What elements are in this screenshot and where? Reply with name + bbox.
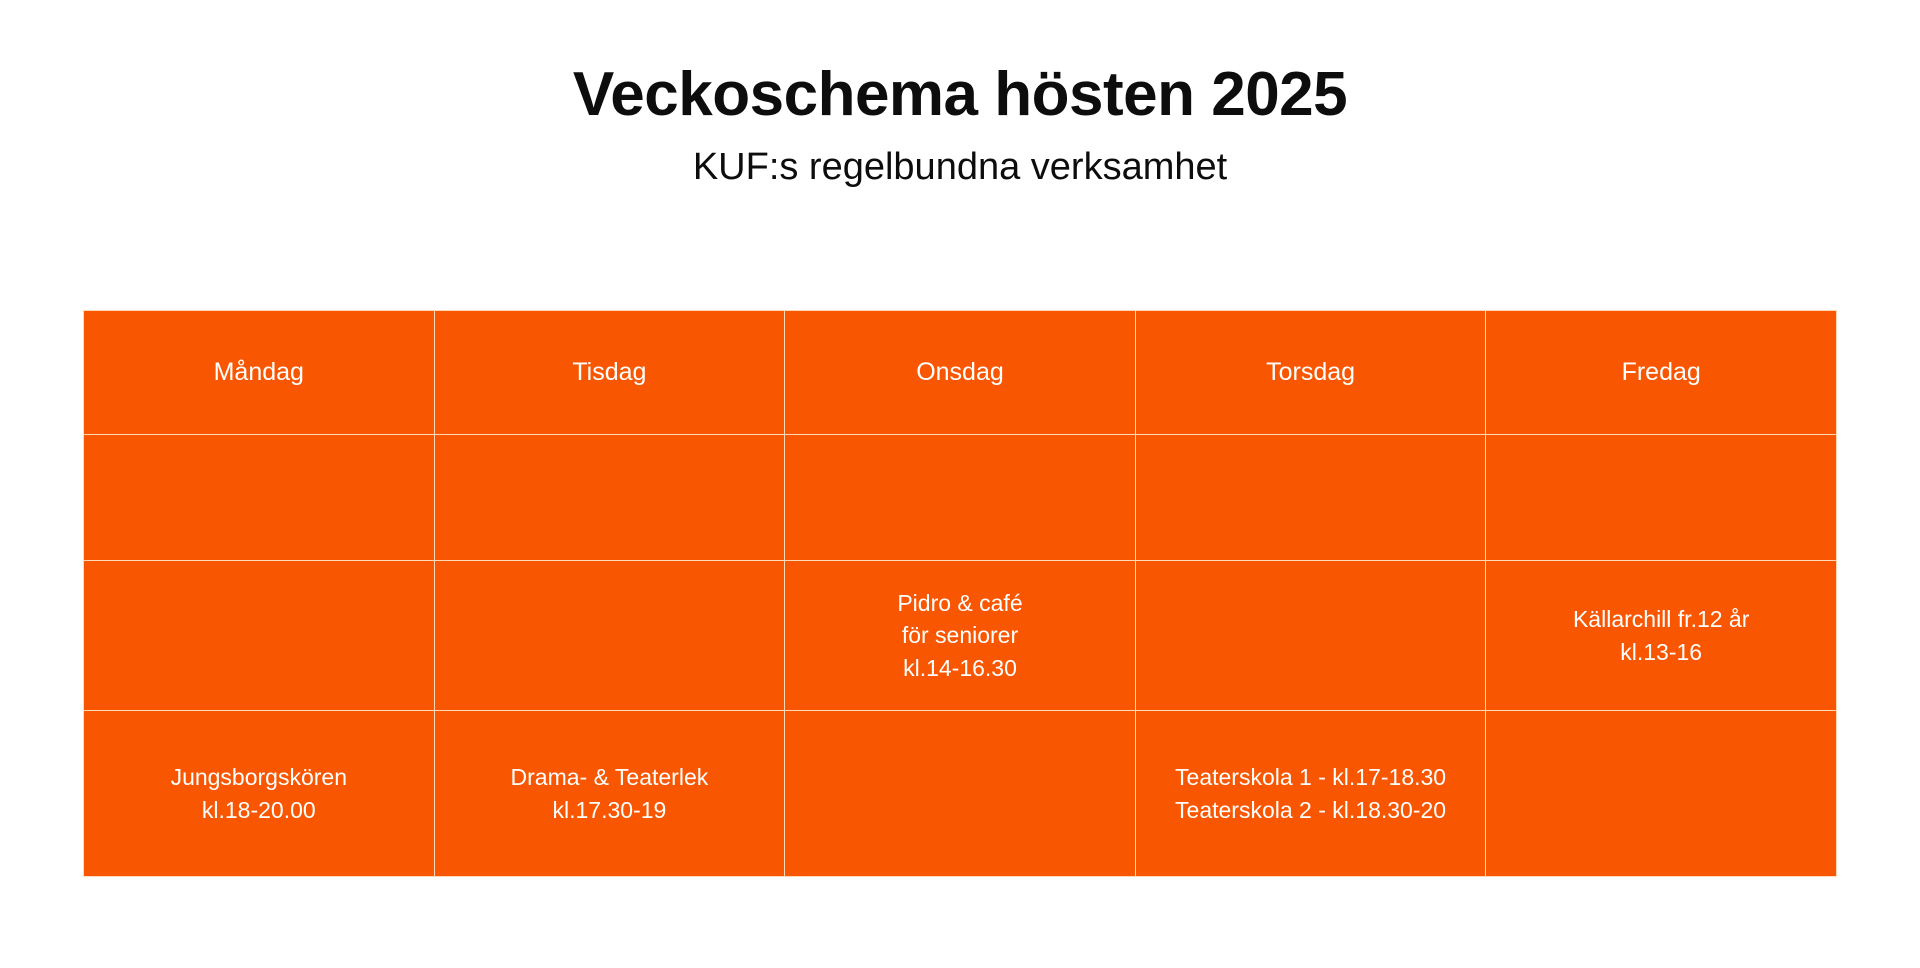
table-row [84,435,1837,561]
cell-tuesday-morning [434,435,785,561]
schedule-body [84,435,1837,877]
cell-text-line: Jungsborgskören [170,763,348,790]
column-header-thursday: Torsdag [1135,311,1486,435]
cell-monday-afternoon [84,561,435,711]
cell-text-line: Pidro & café [897,589,1023,616]
column-header-wednesday: Onsdag [785,311,1136,435]
cell-thursday-afternoon [1135,561,1486,711]
cell-text-line: Drama- & Teaterlek [510,763,709,790]
cell-thursday-evening [1135,711,1486,877]
cell-monday-evening [84,711,435,877]
cell-friday-morning [1486,435,1837,561]
column-header-friday: Fredag [1486,311,1837,435]
weekly-schedule-table [83,310,1837,877]
table-header-row [84,311,1837,435]
column-header-monday: Måndag [84,311,435,435]
cell-wednesday-afternoon [785,561,1136,711]
schedule-header [84,311,1837,435]
cell-text-line: för seniorer [901,622,1019,649]
cell-wednesday-evening [785,711,1136,877]
cell-friday-evening [1486,711,1837,877]
cell-monday-morning [84,435,435,561]
cell-wednesday-morning [785,435,1136,561]
cell-text-line: kl.14-16.30 [903,654,1017,681]
cell-thursday-morning [1135,435,1486,561]
cell-text-line: Källarchill fr.12 år [1572,605,1750,632]
schedule-container [83,310,1837,877]
cell-text-line: Teaterskola 2 - kl.18.30-20 [1175,796,1447,823]
cell-tuesday-afternoon [434,561,785,711]
cell-text-line: Teaterskola 1 - kl.17-18.30 [1175,763,1447,790]
table-row [84,711,1837,877]
cell-friday-afternoon [1486,561,1837,711]
table-row [84,561,1837,711]
column-header-tuesday: Tisdag [434,311,785,435]
cell-text-line: kl.18-20.00 [201,796,316,823]
cell-text-line: kl.17.30-19 [552,796,667,823]
page-title: Veckoschema hösten 2025 [572,60,1348,129]
cell-tuesday-evening [434,711,785,877]
title-block [0,0,1920,189]
page-subtitle: KUF:s regelbundna verksamhet [692,146,1228,189]
cell-text-line: kl.13-16 [1620,638,1703,665]
